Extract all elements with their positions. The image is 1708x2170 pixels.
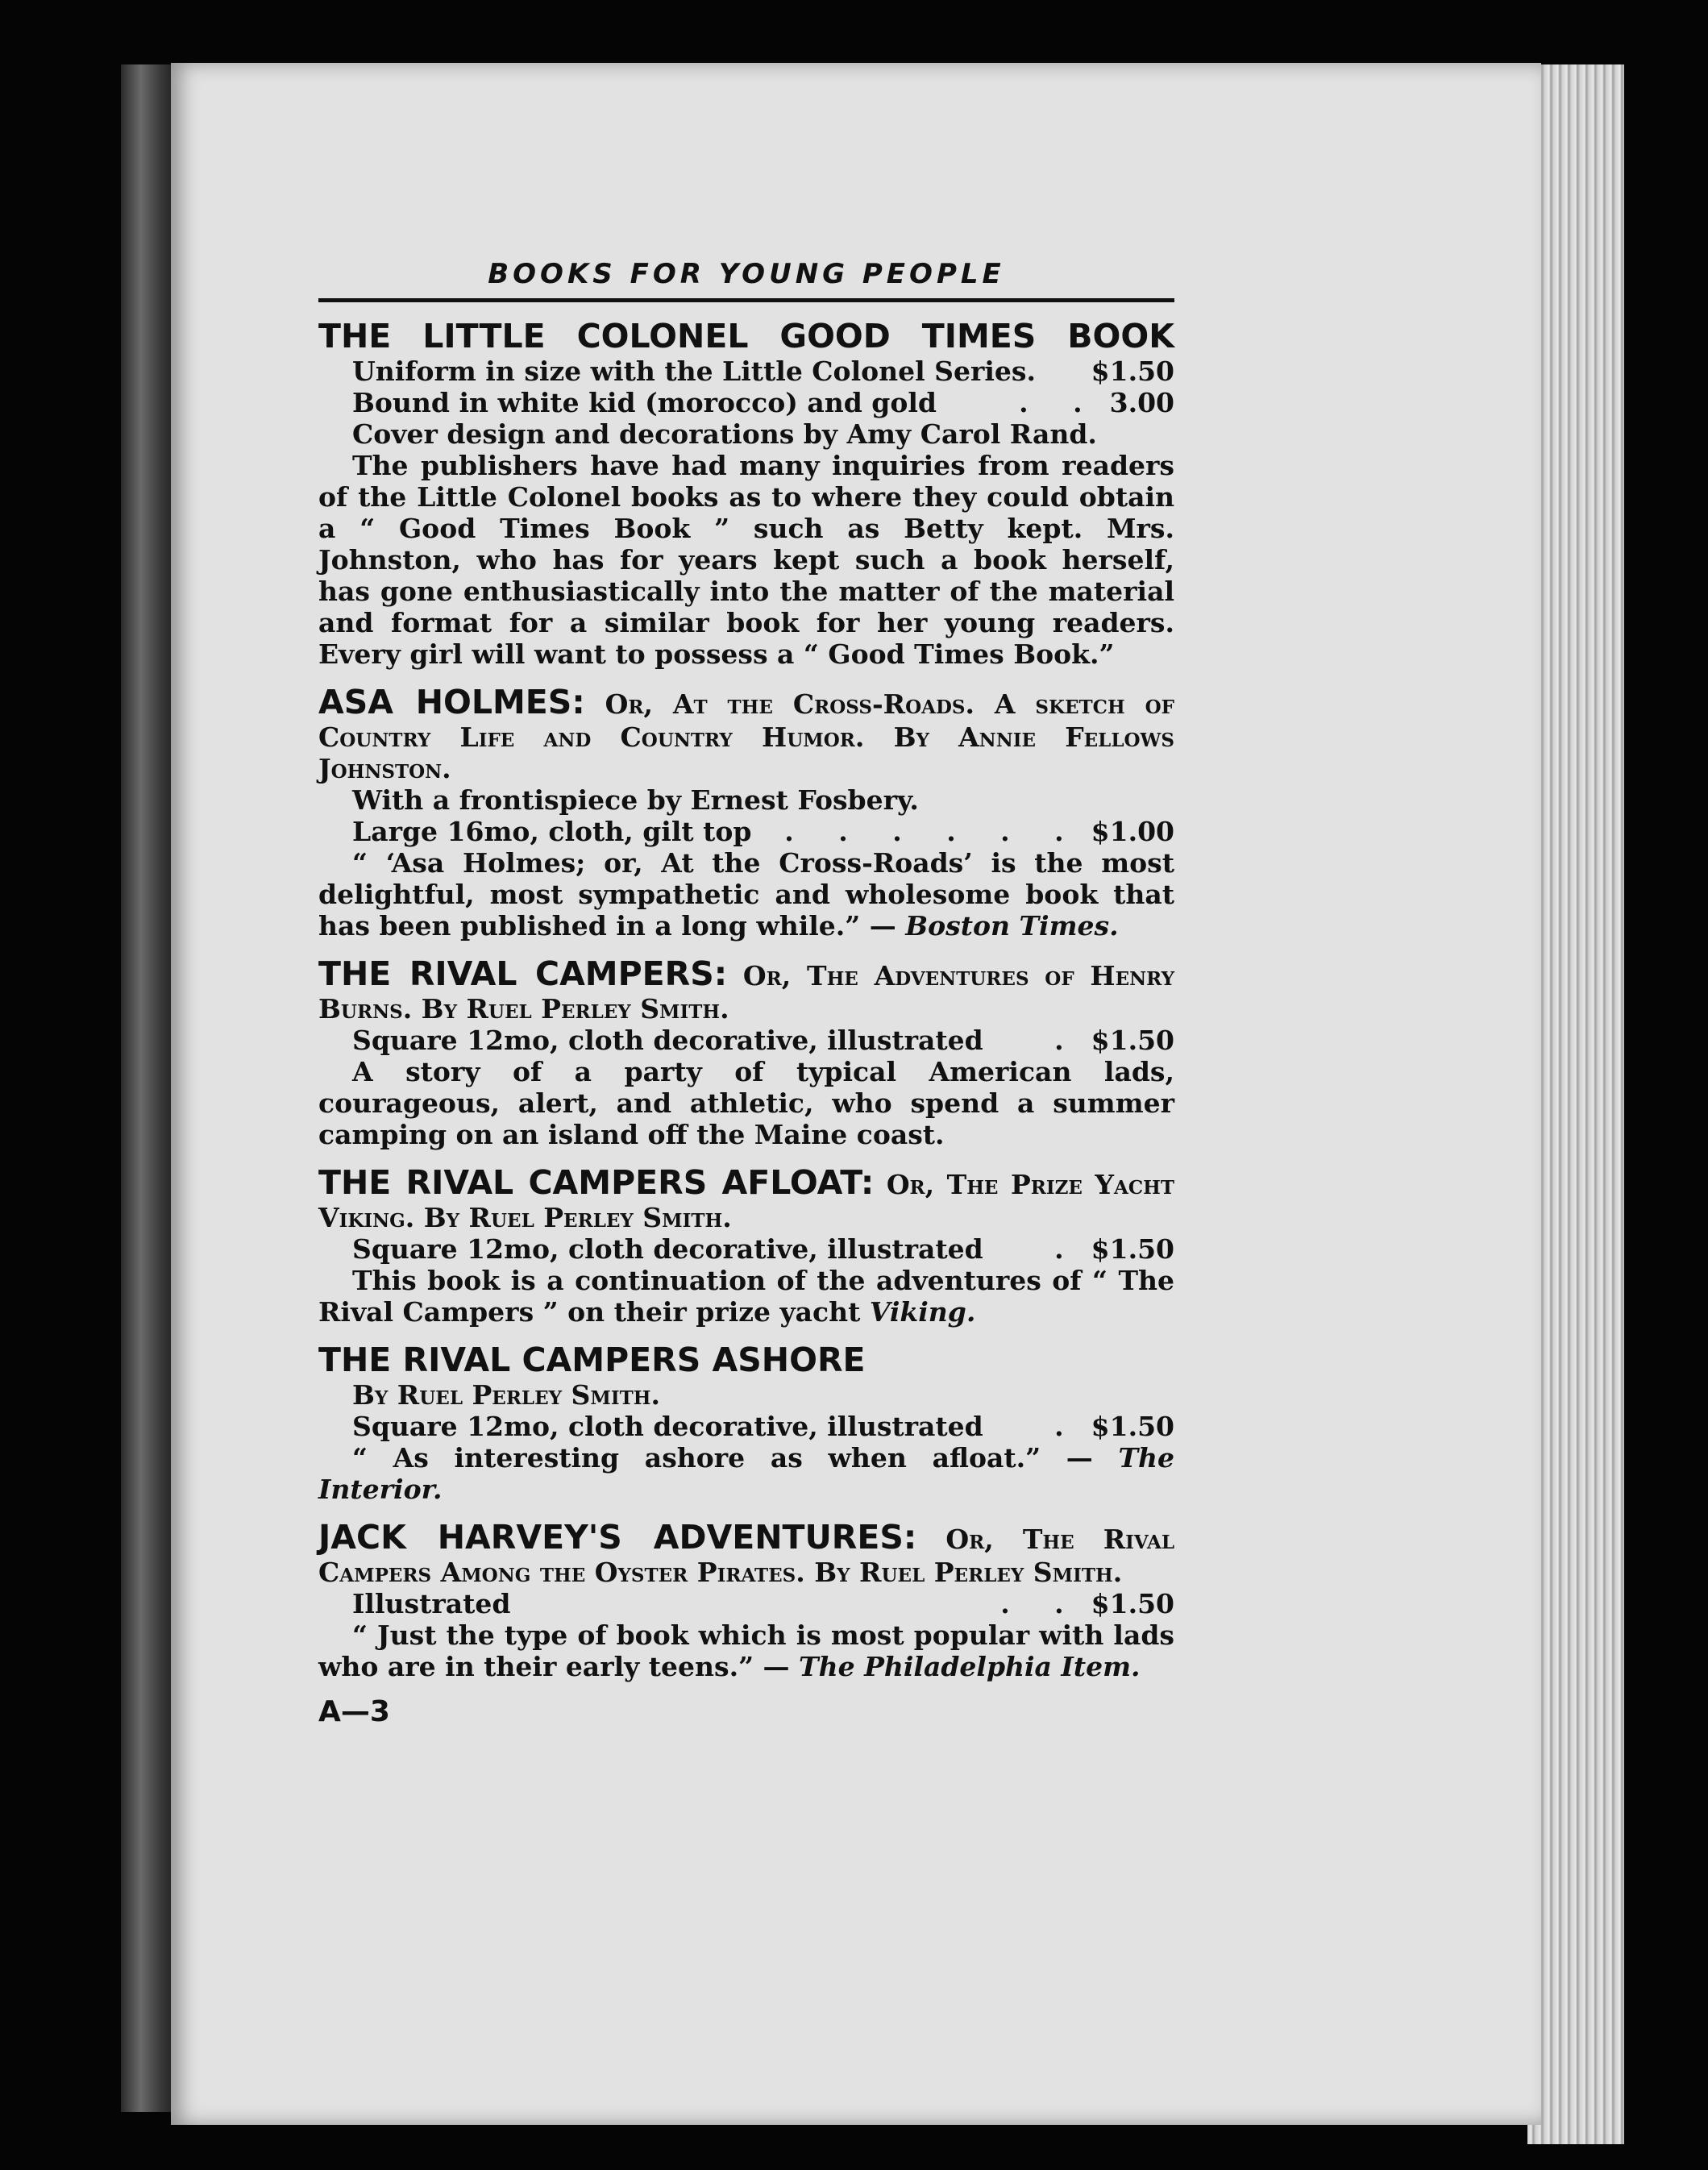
price-description: Square 12mo, cloth decorative, illustrated [352,1233,983,1265]
book-entry [318,683,1174,942]
price: $1.50 [1091,1025,1174,1056]
book-byline: By Ruel Perley Smith. [352,1379,660,1411]
price-line: Square 12mo, cloth decorative, illustrated . $1.50 [352,1233,1174,1265]
signature-mark: A—3 [318,1695,390,1728]
book-subtitle: Or, At the Cross-Roads. A sketch of Country Life and Country Humor. By Annie Fellows Johnston. [318,688,1174,784]
book-entry [318,317,1174,670]
price-line: Bound in white kid (morocco) and gold . . 3.00 [352,387,1174,418]
review-source: The Philadelphia Item. [799,1651,1141,1682]
book-description: A story of a party of typical American lads, courageous, alert, and athletic, who spend a summer camping on an island off the Maine coast. [318,1056,1174,1150]
price-line: Illustrated . . $1.50 [352,1588,1174,1619]
price-description: Illustrated [352,1588,511,1619]
book-entry [318,1341,1174,1505]
page-edges [1527,64,1624,2144]
review-text: “ ‘Asa Holmes; or, At the Cross-Roads’ is the most delightful, most sympathetic and wholesome book that has been published in a long while.” — [318,847,1174,942]
book-spine [121,64,177,2112]
price: $1.50 [1091,1411,1174,1442]
running-head: BOOKS FOR YOUNG PEOPLE [488,258,1005,290]
book-description [318,1265,1174,1328]
price-description: Square 12mo, cloth decorative, illustrated [352,1025,983,1056]
book-description: The publishers have had many inquiries from readers of the Little Colonel books as to where they could obtain a “ Good Times Book ” such as Betty kept. Mrs. Johnston, who has for years kept such a book herself, has gone enthusiastically into the matter of the material and format for a similar book for her young readers. Every girl will want to possess a “ Good Times Book.” [318,450,1174,670]
book-title: JACK HARVEY'S ADVENTURES: [318,1518,917,1557]
header-rule [318,298,1174,302]
page-content [318,258,1174,1728]
book-title: THE RIVAL CAMPERS ASHORE [318,1341,866,1379]
book-title: ASA HOLMES: [318,683,585,721]
book-entry [318,1163,1174,1328]
price: $1.50 [1091,1588,1174,1619]
description-text: This book is a continuation of the adventures of “ The Rival Campers ” on their prize yacht [318,1265,1174,1328]
book-subtitle: Or, The Rival Campers Among the Oyster Pirates. By Ruel Perley Smith. [318,1524,1174,1588]
price-description: Large 16mo, cloth, gilt top [352,816,752,847]
price: $1.50 [1091,1233,1174,1265]
frontispiece-credit: With a frontispiece by Ernest Fosbery. [352,784,919,816]
cover-credit: Cover design and decorations by Amy Carol Rand. [352,418,1097,450]
price: $1.50 [1091,355,1174,387]
price-line: Square 12mo, cloth decorative, illustrated . $1.50 [352,1411,1174,1442]
yacht-name: Viking. [869,1296,976,1328]
review [318,1442,1174,1505]
price-line: Square 12mo, cloth decorative, illustrated . $1.50 [352,1025,1174,1056]
review-source: Boston Times. [905,910,1119,942]
book-title: THE LITTLE COLONEL GOOD TIMES BOOK [318,317,1174,355]
book-subtitle: Or, The Prize Yacht Viking. By Ruel Perley Smith. [318,1169,1174,1233]
book-title: THE RIVAL CAMPERS: [318,954,728,993]
review [318,847,1174,942]
review-text: “ Just the type of book which is most popular with lads who are in their early teens.” — [318,1619,1174,1682]
book-entry [318,954,1174,1150]
price-line: Large 16mo, cloth, gilt top . . . . . . $1.00 [352,816,1174,847]
price-line [318,355,1174,387]
review [318,1619,1174,1682]
price: 3.00 [1109,387,1174,418]
review-source: The Interior. [318,1442,1174,1505]
book-subtitle: Or, The Adventures of Henry Burns. By Ruel Perley Smith. [318,960,1174,1025]
price-description: Square 12mo, cloth decorative, illustrated [352,1411,983,1442]
review-text: “ As interesting ashore as when afloat.” — [352,1442,1093,1474]
price-description: Bound in white kid (morocco) and gold [352,387,937,418]
price: $1.00 [1091,816,1174,847]
book-entry [318,1518,1174,1682]
price-description: Uniform in size with the Little Colonel Series. [352,355,1036,387]
book-title: THE RIVAL CAMPERS AFLOAT: [318,1163,875,1202]
